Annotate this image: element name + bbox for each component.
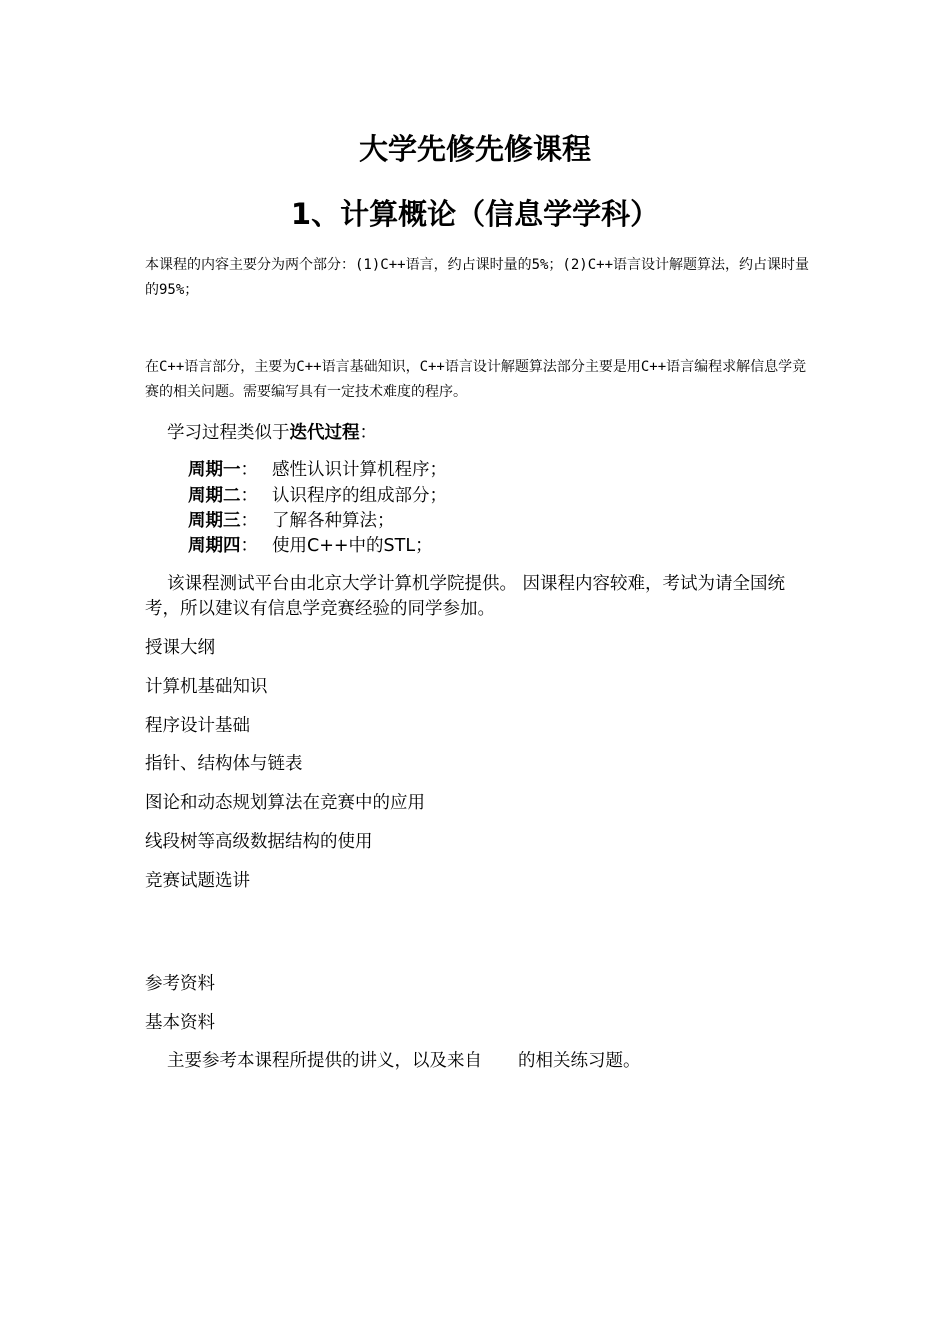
cycle-item [188, 534, 433, 558]
basic-materials-text [167, 1049, 641, 1073]
references-heading: 参考资料 [145, 974, 215, 994]
intro-paragraph: 本课程的内容主要分为两个部分：(1)C++语言，约占课时量的5%；(2)C++语言设计解题算法，约占课时量的95%； [145, 257, 809, 298]
document-title: 大学先修先修课程 [358, 132, 591, 166]
syllabus-item: 竞赛试题选讲 [145, 871, 250, 891]
process-emphasis: 迭代过程 [289, 423, 360, 443]
cycle-separator: ： [240, 511, 258, 531]
basic-text-part-a: 主要参考本课程所提供的讲义，以及来自 [167, 1051, 482, 1071]
cycle-separator: ： [240, 486, 258, 506]
basic-materials-heading: 基本资料 [145, 1013, 215, 1033]
cycle-separator: ： [240, 460, 258, 480]
cycle-label: 周期二 [188, 486, 241, 506]
basic-text-part-b: 的相关练习题。 [518, 1051, 641, 1071]
cycle-label: 周期四 [188, 536, 241, 556]
cycle-item [188, 509, 395, 533]
syllabus-item: 指针、结构体与链表 [145, 754, 303, 774]
process-suffix: ： [359, 423, 377, 443]
cycle-label: 周期一 [188, 460, 241, 480]
cycle-text: 了解各种算法； [272, 511, 395, 531]
syllabus-heading: 授课大纲 [145, 638, 215, 658]
syllabus-item: 图论和动态规划算法在竞赛中的应用 [145, 793, 425, 813]
cycle-text: 感性认识计算机程序； [272, 460, 447, 480]
syllabus-item: 线段树等高级数据结构的使用 [145, 832, 373, 852]
course-title: 1、计算概论（信息学学科） [290, 197, 660, 231]
syllabus-item: 程序设计基础 [145, 716, 250, 736]
process-prefix: 学习过程类似于 [167, 423, 290, 443]
process-line [167, 421, 377, 445]
description-paragraph: 在C++语言部分，主要为C++语言基础知识，C++语言设计解题算法部分主要是用C++语言编程求解信息学竞赛的相关问题。需要编写具有一定技术难度的程序。 [145, 359, 807, 400]
cycle-text: 使用C++中的STL； [272, 536, 433, 556]
cycle-item [188, 458, 447, 482]
cycle-item [188, 484, 447, 508]
syllabus-item: 计算机基础知识 [145, 677, 268, 697]
cycle-separator: ： [240, 536, 258, 556]
cycle-text: 认识程序的组成部分； [272, 486, 447, 506]
cycle-label: 周期三 [188, 511, 241, 531]
platform-note: 该课程测试平台由北京大学计算机学院提供。 因课程内容较难，考试为请全国统考，所以建议有信息学竞赛经验的同学参加。 [145, 574, 786, 619]
